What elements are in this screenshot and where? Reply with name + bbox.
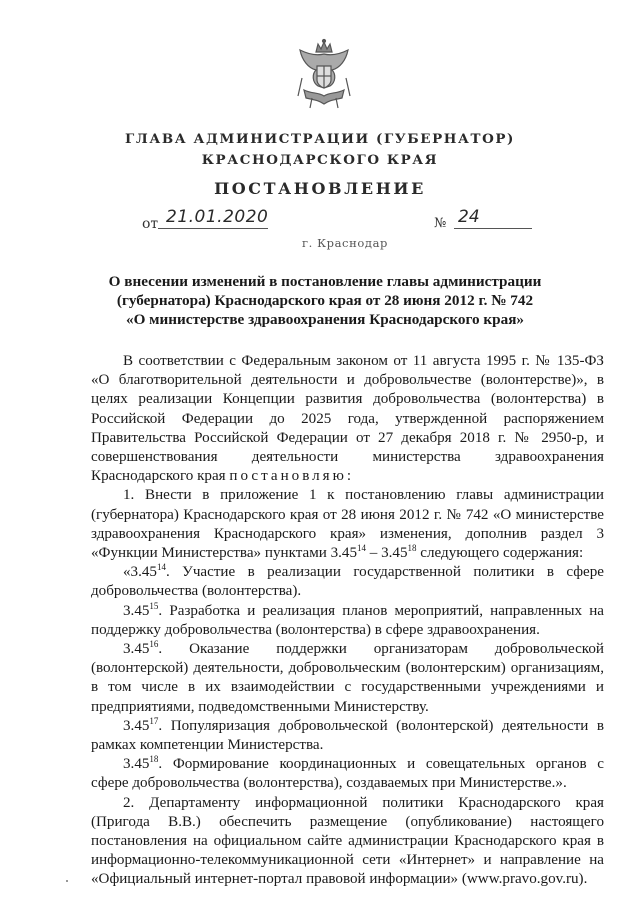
title-line-3: «О министерстве здравоохранения Краснодарского края» <box>125 311 525 328</box>
paragraph-3-45-15: 3.45$^{15}$. Разработка и реализация планов мероприятий, направленных на поддержку добровольчества (волонтерства) в сфере здравоохранения. <box>91 600 604 638</box>
scan-speck <box>66 880 68 882</box>
paragraph-3-45-14: «3.45$^{14}$. Участие в реализации государственной политики в сфере добровольчества (волонтерства). <box>91 562 604 600</box>
decree-word: постановляю: <box>229 468 355 485</box>
date-prefix: от <box>142 216 159 232</box>
paragraph-3-45-16: 3.45$^{16}$. Оказание поддержки организаторам добровольческой (волонтерской) деятельности, добровольческим (волонтерским) организациям, в том числе в их взаимодействии с государственными учреждениями и предприятиями, подведомственными Министерству. <box>91 639 604 715</box>
paragraph-preamble: В соответствии с Федеральным законом от 11 августа 1995 г. № 135-ФЗ «О благотворительной деятельности и добровольчестве (волонтерстве)», в целях реализации Концепции развития добровольчества (волонтерства) в Российской Федерации до 2025 года, утвержденной распоряжением Правительства Российской Федерации от 27 декабря 2018 г. № 2950-р, и совершенствования деятельности министерства здравоохранения Краснодарского края постановляю: <box>91 353 604 485</box>
number-value: 24 <box>454 205 532 229</box>
issuer-line-2: КРАСНОДАРСКОГО КРАЯ <box>201 152 439 168</box>
issuer-heading <box>0 129 640 171</box>
number-prefix: № <box>434 216 447 231</box>
paragraph-item-2: 2. Департаменту информационной политики Краснодарского края (Пригода В.В.) обеспечить размещение (опубликование) настоящего постановления на официальном сайте администрации Краснодарского края в информационно-телекоммуникационной сети «Интернет» и направление на «Официальный интернет-портал правовой информации» (www.pravo.gov.ru). <box>91 794 604 888</box>
city-label: г. Краснодар <box>302 236 388 250</box>
document-type: ПОСТАНОВЛЕНИЕ <box>214 179 426 198</box>
paragraph-3-45-17: 3.45$^{17}$. Популяризация добровольческой (волонтерской) деятельности в рамках компетенции Министерства. <box>91 715 604 754</box>
coat-of-arms-emblem <box>294 38 354 110</box>
date-value: 21.01.2020 <box>158 205 268 229</box>
title-line-2: (губернатора) Краснодарского края от 28 июня 2012 г. № 742 <box>116 292 534 309</box>
document-title <box>80 272 570 329</box>
title-line-1: О внесении изменений в постановление главы администрации <box>108 273 542 290</box>
paragraph-3-45-18: 3.45$^{18}$. Формирование координационных и совещательных органов с сфере добровольчества (волонтерства), создаваемых при Министерстве.». <box>91 754 604 792</box>
issuer-line-1: ГЛАВА АДМИНИСТРАЦИИ (ГУБЕРНАТОР) <box>125 131 515 147</box>
paragraph-item-1: 1. Внести в приложение 1 к постановлению главы администрации (губернатора) Краснодарского края от 28 июня 2012 г. № 742 «О министерстве здравоохранения Краснодарского края» изменения, дополнив раздел 3 «Функции Министерства» пунктами 3.45$^{14}$ – 3.45$^{18}$ следующего содержания: <box>91 487 604 562</box>
date-number-line <box>0 205 640 235</box>
document-body <box>91 352 604 890</box>
